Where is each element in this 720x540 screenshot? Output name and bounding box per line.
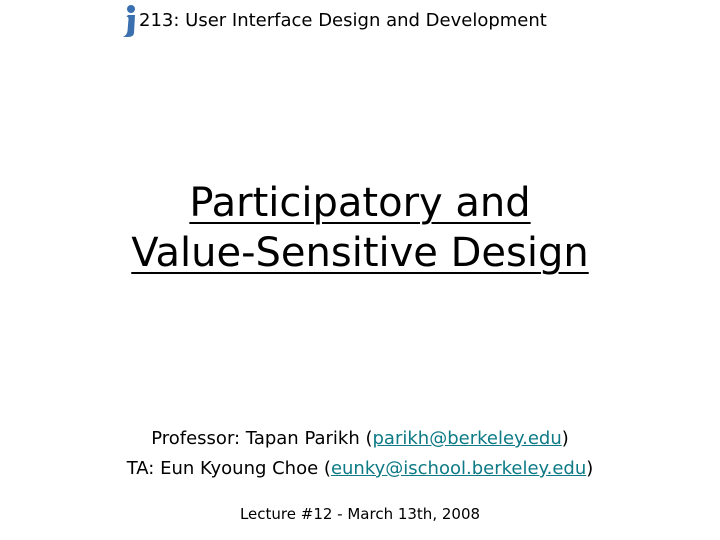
- course-title: 213: User Interface Design and Development: [139, 10, 547, 31]
- ta-line: [0, 454, 720, 484]
- professor-label: Professor: Tapan Parikh (: [151, 428, 373, 449]
- ta-email-link[interactable]: eunky@ischool.berkeley.edu: [330, 458, 587, 479]
- slide-title: [0, 178, 720, 278]
- professor-line: [0, 424, 720, 454]
- professor-email-link[interactable]: parikh@berkeley.edu: [372, 428, 562, 449]
- lecture-info: Lecture #12 - March 13th, 2008: [239, 505, 481, 523]
- credits: [0, 424, 720, 484]
- ta-label: TA: Eun Kyoung Choe (: [126, 458, 331, 479]
- slide-title-line-2: Value-Sensitive Design: [131, 230, 589, 276]
- slide-header: [0, 4, 720, 40]
- slide-title-line-1: Participatory and: [189, 180, 531, 226]
- ta-suffix: ): [586, 458, 594, 479]
- professor-suffix: ): [561, 428, 569, 449]
